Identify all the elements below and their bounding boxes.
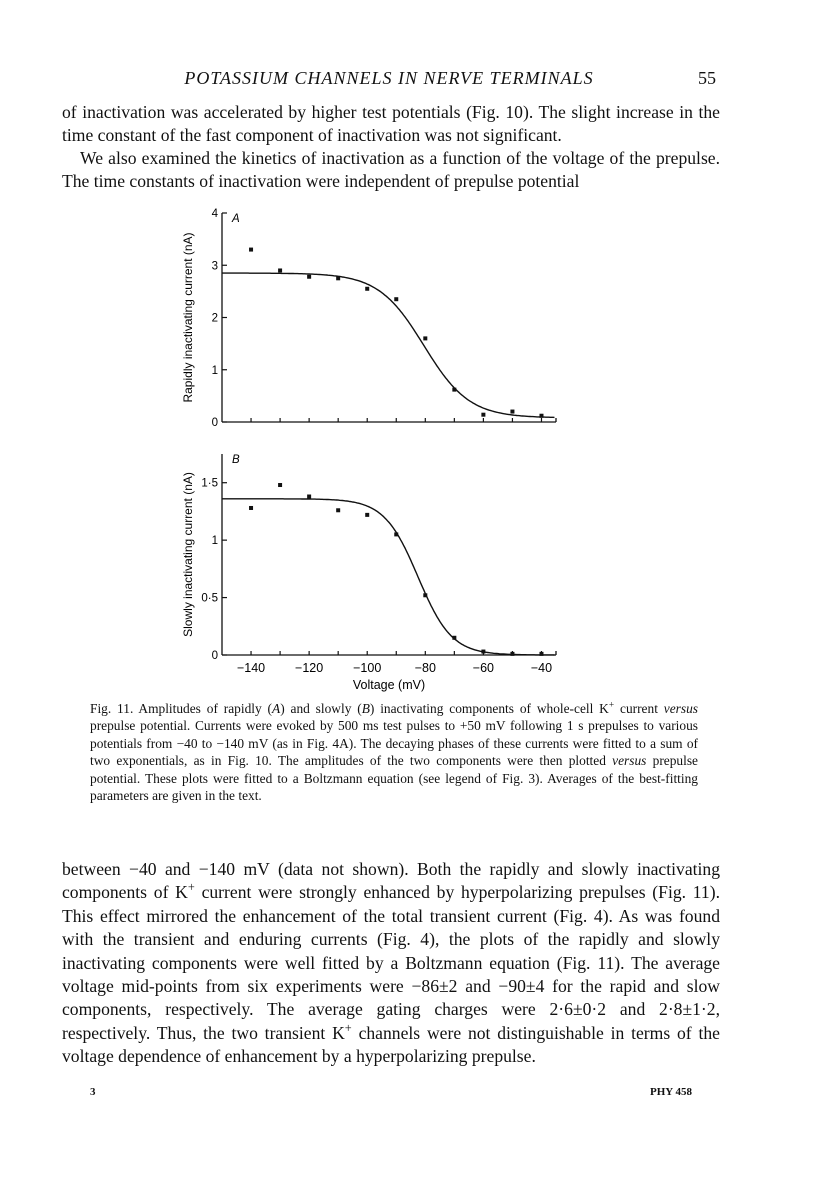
footer-journal-code: PHY 458	[650, 1086, 693, 1098]
panel-a-y-axis-title: Rapidly inactivating current (nA)	[181, 232, 195, 403]
panel-b-x-tick-label: −100	[353, 661, 382, 675]
running-title: POTASSIUM CHANNELS IN NERVE TERMINALS	[184, 68, 594, 88]
panel-a-y-tick-label: 3	[211, 260, 218, 273]
panel-a-fit-curve	[222, 273, 555, 417]
panel-a-y-tick-label: 1	[211, 364, 218, 377]
caption-text-d: current	[614, 701, 664, 716]
caption-text-e: prepulse potential. Currents were evoked by 500 ms test pulses to +50 mV following 1 s prepulses to various potentials from −40 to −140 mV (as in Fig. 4A). The decaying phases of these currents were fitted to a sum of two exponentials, as in Fig. 10. The amplitudes of the two components were then plotted	[90, 718, 698, 769]
page-number: 55	[698, 68, 716, 88]
panel-a-data-point	[510, 410, 514, 414]
panel-b-data-point	[481, 650, 485, 654]
panel-a-data-point	[307, 275, 311, 279]
caption-text-b: ) and slowly (	[280, 701, 362, 716]
paragraph-3	[62, 858, 720, 1069]
panel-a-data-point	[278, 268, 282, 272]
paragraph-3-sup-2: +	[344, 1020, 352, 1035]
panel-b-fit-curve	[222, 499, 555, 655]
panel-b-data-point	[423, 593, 427, 597]
panel-b-data-point	[539, 652, 543, 656]
panel-b-label: B	[232, 454, 240, 466]
panel-b-data-point	[510, 652, 514, 656]
panel-a-label: A	[232, 213, 240, 225]
panel-b-y-axis-title: Slowly inactivating current (nA)	[181, 472, 195, 637]
panel-a-data-point	[539, 414, 543, 418]
panel-b-data-point	[394, 532, 398, 536]
panel-b-x-tick-label: −120	[295, 661, 324, 675]
panel-b-x-tick-label: −140	[236, 661, 266, 675]
panel-b-data-point	[249, 506, 253, 510]
paragraph-1: of inactivation was accelerated by higher test potentials (Fig. 10). The slight increase in the time constant of the fast component of inactivation was not significant.	[62, 102, 720, 146]
panel-a-y-tick-label: 2	[211, 312, 218, 325]
panel-b-data-point	[336, 508, 340, 512]
caption-text-c: ) inactivating components of whole-cell K	[369, 701, 609, 716]
panel-a-data-point	[423, 336, 427, 340]
panel-b-data-point	[307, 494, 311, 498]
panel-b-y-tick-label: 1	[211, 535, 218, 548]
panel-a-data-point	[249, 248, 253, 252]
paragraph-3-sup-1: +	[187, 880, 195, 895]
panel-a-data-point	[452, 388, 456, 392]
panel-b-data-point	[278, 483, 282, 487]
figure-caption	[90, 700, 698, 804]
panel-a-y-tick-label: 4	[211, 208, 218, 220]
panel-a-data-point	[365, 287, 369, 291]
panel-b-y-tick-label: 1·5	[201, 477, 218, 490]
figure-11	[170, 196, 590, 696]
panel-b-x-tick-label: −40	[530, 661, 553, 675]
panel-b-data-point	[365, 513, 369, 517]
panel-b-x-axis-title: Voltage (mV)	[352, 678, 426, 692]
panel-a-data-point	[336, 276, 340, 280]
caption-italic-a: A	[272, 701, 281, 716]
page-header	[62, 68, 716, 92]
paragraph-3-part-c: channels were not distinguishable in terms of the voltage dependence of enhancement by a hyperpolarizing prepulse.	[62, 1022, 720, 1067]
figure-11-plot	[170, 196, 590, 696]
caption-italic-e: versus	[612, 753, 647, 769]
footer-signature: 3	[90, 1086, 96, 1098]
panel-a-data-point	[394, 297, 398, 301]
panel-b-y-tick-label: 0·5	[201, 592, 218, 605]
caption-text-a: Fig. 11. Amplitudes of rapidly (	[90, 701, 272, 716]
paragraph-2: We also examined the kinetics of inactivation as a function of the voltage of the prepulse. The time constants of inactivation were independent of prepulse potential	[62, 148, 720, 192]
panel-b-x-tick-label: −60	[472, 661, 495, 675]
panel-b-x-tick-label: −80	[414, 661, 436, 675]
paragraph-3-part-a: between −40 and −140 mV (data not shown). Both the rapidly and slowly inactivating components of K	[62, 859, 720, 903]
caption-text-f: prepulse potential. These plots were fitted to a Boltzmann equation (see legend of Fig. 3). Averages of the best-fitting parameters are given in the text.	[90, 753, 698, 804]
panel-b-y-tick-label: 0	[211, 650, 218, 662]
caption-italic-d: versus	[663, 701, 698, 716]
caption-italic-b: B	[361, 701, 370, 716]
panel-a-data-point	[481, 413, 485, 417]
paragraph-3-part-b: current were strongly enhanced by hyperpolarizing prepulses (Fig. 11). This effect mirrored the enhancement of the total transient current (Fig. 4). As was found with the transient and enduring currents (Fig. 4), the plots of the rapidly and slowly inactivating components were well fitted by a Boltzmann equation (Fig. 11). The average voltage mid-points from six experiments were −86±2 and −90±4 for the rapid and slow components, respectively. The average gating charges were 2·6±0·2 and 2·8±1·2, respectively. Thus, the two transient K	[62, 882, 720, 1043]
panel-a-y-tick-label: 0	[211, 417, 218, 429]
panel-b-data-point	[452, 636, 456, 640]
caption-sup: +	[608, 700, 615, 711]
